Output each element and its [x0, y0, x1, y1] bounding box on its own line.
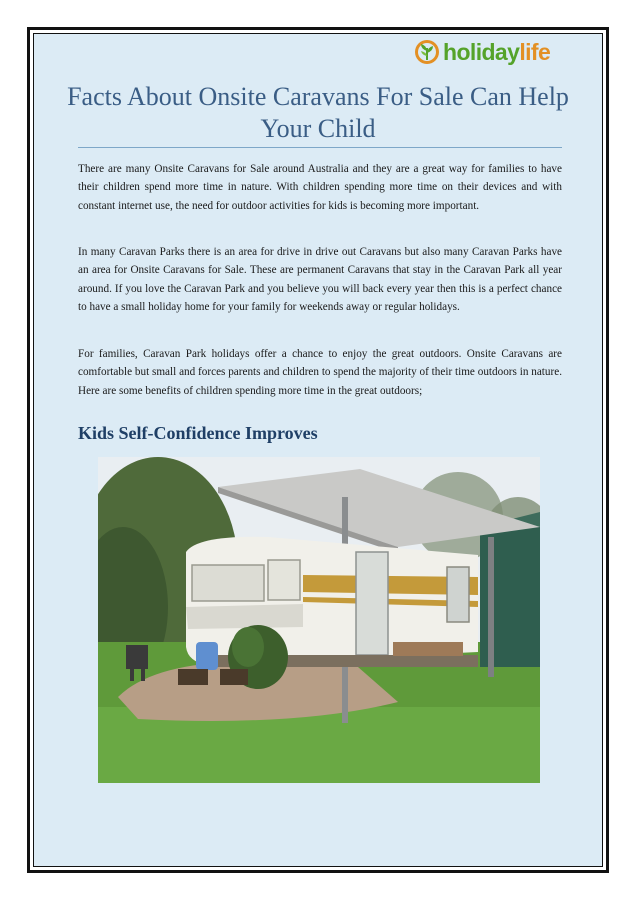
paragraph-intro: There are many Onsite Caravans for Sale around Australia and they are a great way for families to have their children spend more time in nature. With children spending more time on their devices and with constant internet use, the need for outdoor activities for kids is becoming more important. — [78, 163, 562, 212]
caravan-photo-illustration — [98, 457, 540, 783]
paragraph-families: For families, Caravan Park holidays offer a chance to enjoy the great outdoors. Onsite Caravans are comfortable but small and forces parents and children to spend the majority of their time outdoors in nature. Here are some benefits of children spending more time in the great outdoors; — [78, 348, 562, 397]
caravan-photo — [98, 457, 540, 783]
holidaylife-logo — [414, 36, 550, 68]
title-divider — [78, 147, 562, 148]
section-heading: Kids Self-Confidence Improves — [78, 423, 318, 443]
logo-wordmark — [443, 39, 550, 66]
logo-life: life — [519, 38, 551, 65]
page-title: Facts About Onsite Caravans For Sale Can Help Your Child — [67, 82, 569, 143]
paragraph-caravan-parks: In many Caravan Parks there is an area for drive in drive out Caravans but also many Caravan Parks have an area for Onsite Caravans for Sale. These are permanent Caravans that stay in the Caravan Park all year around. If you love the Caravan Park and you believe you will back every year then this is a perfect chance to have a small holiday home for your family for weekends away or regular holidays. — [78, 246, 562, 313]
tree-leaf-icon — [414, 39, 440, 65]
logo-holiday: holiday — [443, 38, 520, 65]
